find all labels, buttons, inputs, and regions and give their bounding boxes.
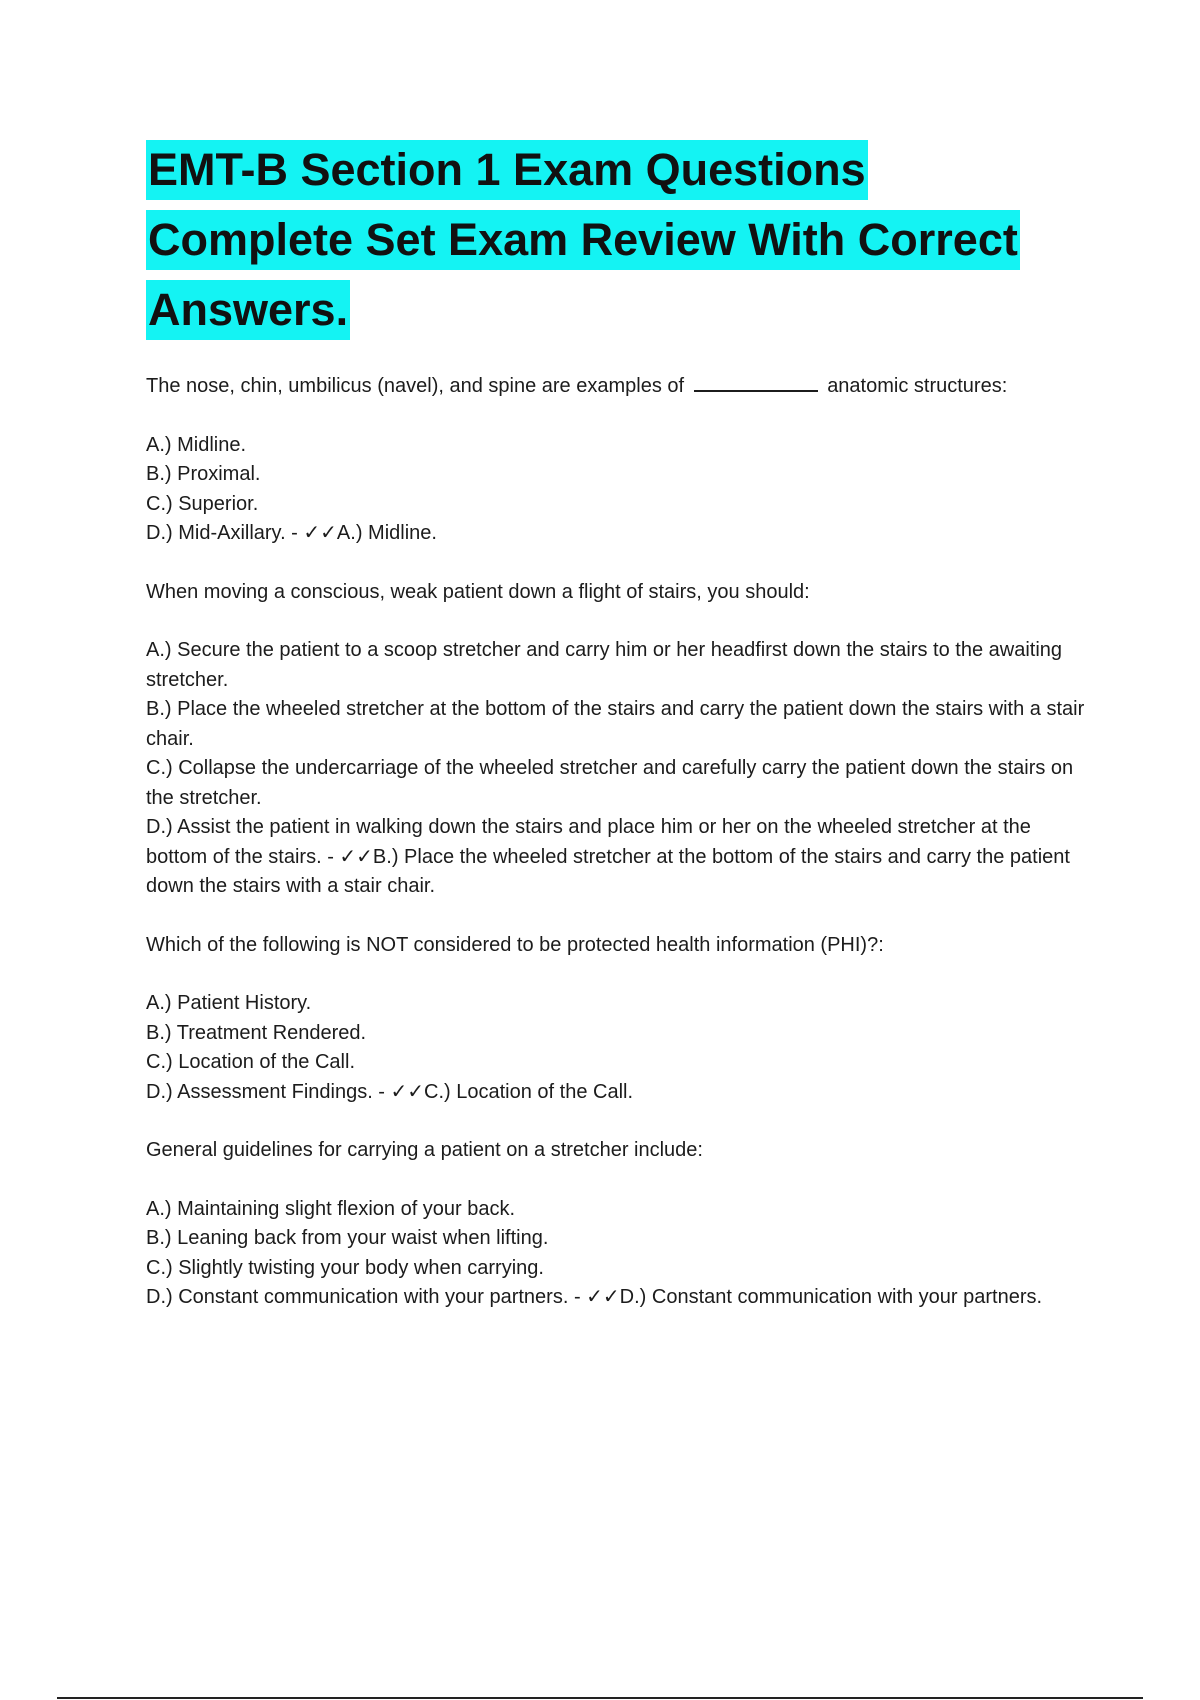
answer-options — [146, 636, 1086, 902]
title-line-2: Complete Set Exam Review With Correct — [146, 210, 1020, 270]
question-4 — [146, 1136, 1086, 1313]
option-a: A.) Midline. — [146, 433, 247, 456]
footer-divider — [57, 1697, 1143, 1699]
title-line-1: EMT-B Section 1 Exam Questions — [146, 140, 868, 200]
option-a: A.) Patient History. — [146, 992, 312, 1014]
title-line-3: Answers. — [146, 280, 350, 340]
question-text: General guidelines for carrying a patient on a stretcher include: — [146, 1139, 703, 1161]
answer-options — [146, 431, 1086, 549]
option-d-with-answer: D.) Mid-Axillary. - ✓✓A.) Midline. — [146, 522, 437, 544]
option-d-with-answer: D.) Assist the patient in walking down the stairs and place him or her on the wheeled stretcher at the bottom of the stairs. - ✓✓B.) Place the wheeled stretcher at the bottom of the stairs and carry the patient down the stairs with a stair chair. — [146, 816, 1070, 897]
option-b: B.) Proximal. — [146, 463, 261, 485]
option-c: C.) Location of the Call. — [146, 1051, 355, 1073]
question-2 — [146, 578, 1086, 902]
question-text-before: The nose, chin, umbilicus (navel), and spine are examples of — [146, 375, 685, 397]
option-c: C.) Collapse the undercarriage of the wheeled stretcher and carefully carry the patient down the stairs on the stretcher. — [146, 757, 1074, 809]
question-text — [146, 372, 1086, 402]
option-b: B.) Treatment Rendered. — [146, 1021, 367, 1044]
option-a: A.) Secure the patient to a scoop stretcher and carry him or her headfirst down the stairs to the awaiting stretcher. — [146, 639, 1063, 691]
question-text: When moving a conscious, weak patient down a flight of stairs, you should: — [146, 580, 810, 603]
option-a: A.) Maintaining slight flexion of your back. — [146, 1197, 516, 1220]
question-text: Which of the following is NOT considered to be protected health information (PHI)?: — [146, 933, 884, 956]
option-d-with-answer: D.) Assessment Findings. - ✓✓C.) Location of the Call. — [146, 1080, 634, 1103]
question-text-after: anatomic structures: — [827, 375, 1008, 397]
option-c: C.) Superior. — [146, 492, 259, 515]
option-c: C.) Slightly twisting your body when carrying. — [146, 1256, 544, 1279]
option-b: B.) Place the wheeled stretcher at the bottom of the stairs and carry the patient down the stairs with a stair chair. — [146, 698, 1085, 750]
question-3 — [146, 931, 1086, 1108]
answer-options — [146, 1195, 1086, 1313]
question-1 — [146, 372, 1086, 549]
question-list — [146, 372, 1086, 1342]
document-title — [146, 140, 1106, 350]
answer-options — [146, 989, 1086, 1107]
option-b: B.) Leaning back from your waist when lifting. — [146, 1227, 549, 1249]
option-d-with-answer: D.) Constant communication with your partners. - ✓✓D.) Constant communication with your partners. — [146, 1286, 1043, 1308]
fill-in-blank — [694, 372, 818, 392]
